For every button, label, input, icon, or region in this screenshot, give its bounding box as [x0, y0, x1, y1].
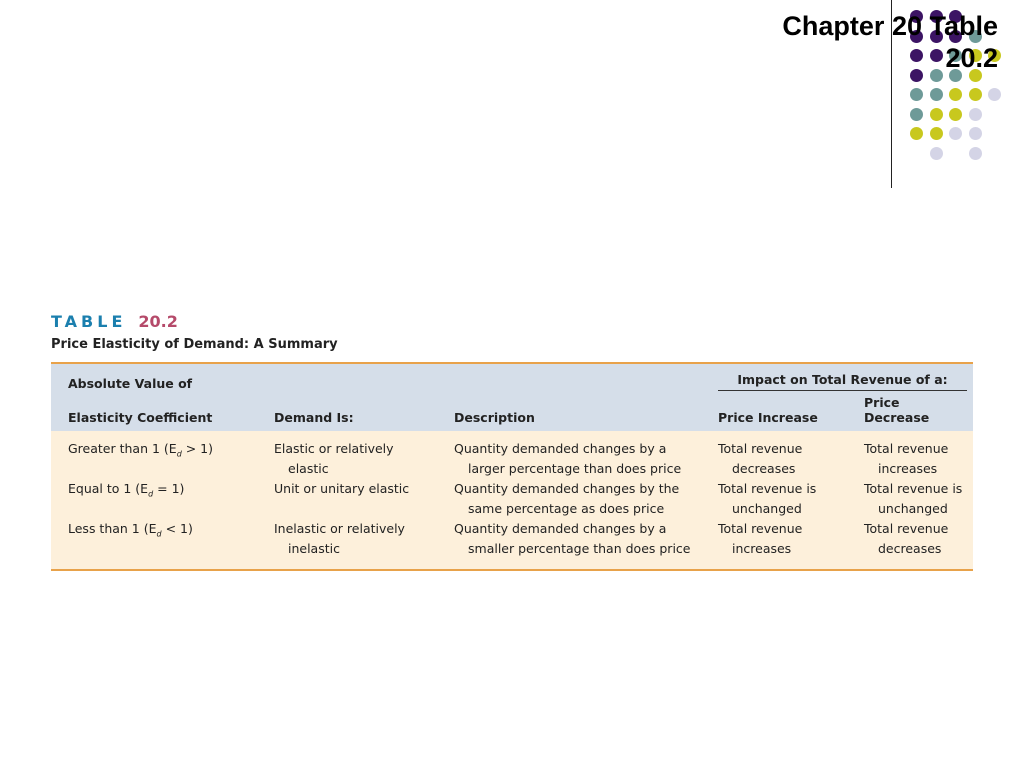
cell-description	[448, 431, 712, 479]
header-price-decrease: Price Decrease	[864, 395, 930, 425]
decorative-dot	[910, 127, 923, 140]
table-header-row-top	[51, 363, 973, 391]
decorative-dot	[949, 127, 962, 140]
decorative-dot	[930, 127, 943, 140]
dec-line2: decreases	[878, 541, 942, 556]
table-caption: Price Elasticity of Demand: A Summary	[51, 337, 338, 352]
cell-price-decrease	[858, 479, 973, 519]
decorative-dot	[930, 108, 943, 121]
dec-line2: increases	[878, 461, 938, 476]
decorative-dot	[930, 88, 943, 101]
coef-tail: > 1)	[181, 441, 214, 456]
decorative-dot	[949, 88, 962, 101]
coef-subscript: d	[176, 449, 182, 459]
demand-line1: Inelastic or relatively	[274, 521, 405, 536]
cell-demand	[268, 519, 448, 570]
cell-demand	[268, 479, 448, 519]
table-row	[51, 431, 973, 479]
dec-line1: Total revenue is	[864, 481, 963, 496]
decorative-dot	[930, 147, 943, 160]
decorative-dot	[969, 88, 982, 101]
header-elasticity-coefficient: Elasticity Coefficient	[68, 410, 213, 425]
coef-text: Less than 1 (E	[68, 521, 157, 536]
coef-text: Greater than 1 (E	[68, 441, 177, 456]
desc-line1: Quantity demanded changes by a	[454, 521, 667, 536]
header-spacer	[268, 363, 448, 391]
table-row	[51, 519, 973, 570]
slide-title-line-2: 20.2	[945, 43, 998, 73]
inc-line2: increases	[732, 541, 792, 556]
table-label-word: TABLE	[51, 312, 127, 331]
coef-tail: < 1)	[161, 521, 193, 536]
inc-line1: Total revenue	[718, 521, 803, 536]
demand-line1: Unit or unitary elastic	[274, 481, 410, 496]
decorative-dot	[969, 147, 982, 160]
dec-line1: Total revenue	[864, 441, 949, 456]
demand-line1: Elastic or relatively	[274, 441, 394, 456]
dec-line1: Total revenue	[864, 521, 949, 536]
demand-line2: elastic	[288, 461, 329, 476]
cell-description	[448, 519, 712, 570]
cell-price-decrease	[858, 519, 973, 570]
desc-line1: Quantity demanded changes by the	[454, 481, 680, 496]
decorative-dot	[969, 108, 982, 121]
cell-demand	[268, 431, 448, 479]
coef-tail: = 1)	[153, 481, 185, 496]
header-spacer	[448, 363, 712, 391]
header-price-increase: Price Increase	[718, 410, 818, 425]
decorative-dot	[969, 127, 982, 140]
cell-coefficient	[51, 431, 268, 479]
coef-subscript: d	[156, 529, 162, 539]
inc-line2: decreases	[732, 461, 796, 476]
desc-line1: Quantity demanded changes by a	[454, 441, 667, 456]
decorative-dot	[910, 88, 923, 101]
table-row	[51, 479, 973, 519]
desc-line2: larger percentage than does price	[468, 461, 682, 476]
cell-coefficient	[51, 519, 268, 570]
decorative-dot	[988, 88, 1001, 101]
dec-line2: unchanged	[878, 501, 948, 516]
table-label-number: 20.2	[138, 312, 178, 331]
cell-price-increase	[712, 431, 858, 479]
table-figure	[51, 312, 973, 571]
coef-text: Equal to 1 (E	[68, 481, 149, 496]
cell-description	[448, 479, 712, 519]
header-abs-value-line1: Absolute Value of	[68, 376, 193, 391]
cell-price-increase	[712, 519, 858, 570]
table-label	[51, 312, 973, 331]
cell-price-decrease	[858, 431, 973, 479]
header-impact-label: Impact on Total Revenue of a:	[718, 372, 967, 391]
header-description: Description	[454, 410, 535, 425]
inc-line1: Total revenue	[718, 441, 803, 456]
table-header-row-bottom	[51, 391, 973, 431]
inc-line1: Total revenue is	[718, 481, 817, 496]
decorative-dot	[949, 108, 962, 121]
header-impact-group	[712, 363, 973, 391]
decorative-dot	[910, 108, 923, 121]
header-demand-is: Demand Is:	[274, 410, 354, 425]
elasticity-table	[51, 362, 973, 571]
demand-line2: inelastic	[288, 541, 340, 556]
slide-title	[782, 10, 998, 74]
cell-price-increase	[712, 479, 858, 519]
coef-subscript: d	[148, 489, 154, 499]
desc-line2: smaller percentage than does price	[468, 541, 691, 556]
desc-line2: same percentage as does price	[468, 501, 665, 516]
slide-title-line-1: Chapter 20 Table	[782, 11, 998, 41]
inc-line2: unchanged	[732, 501, 802, 516]
cell-coefficient	[51, 479, 268, 519]
